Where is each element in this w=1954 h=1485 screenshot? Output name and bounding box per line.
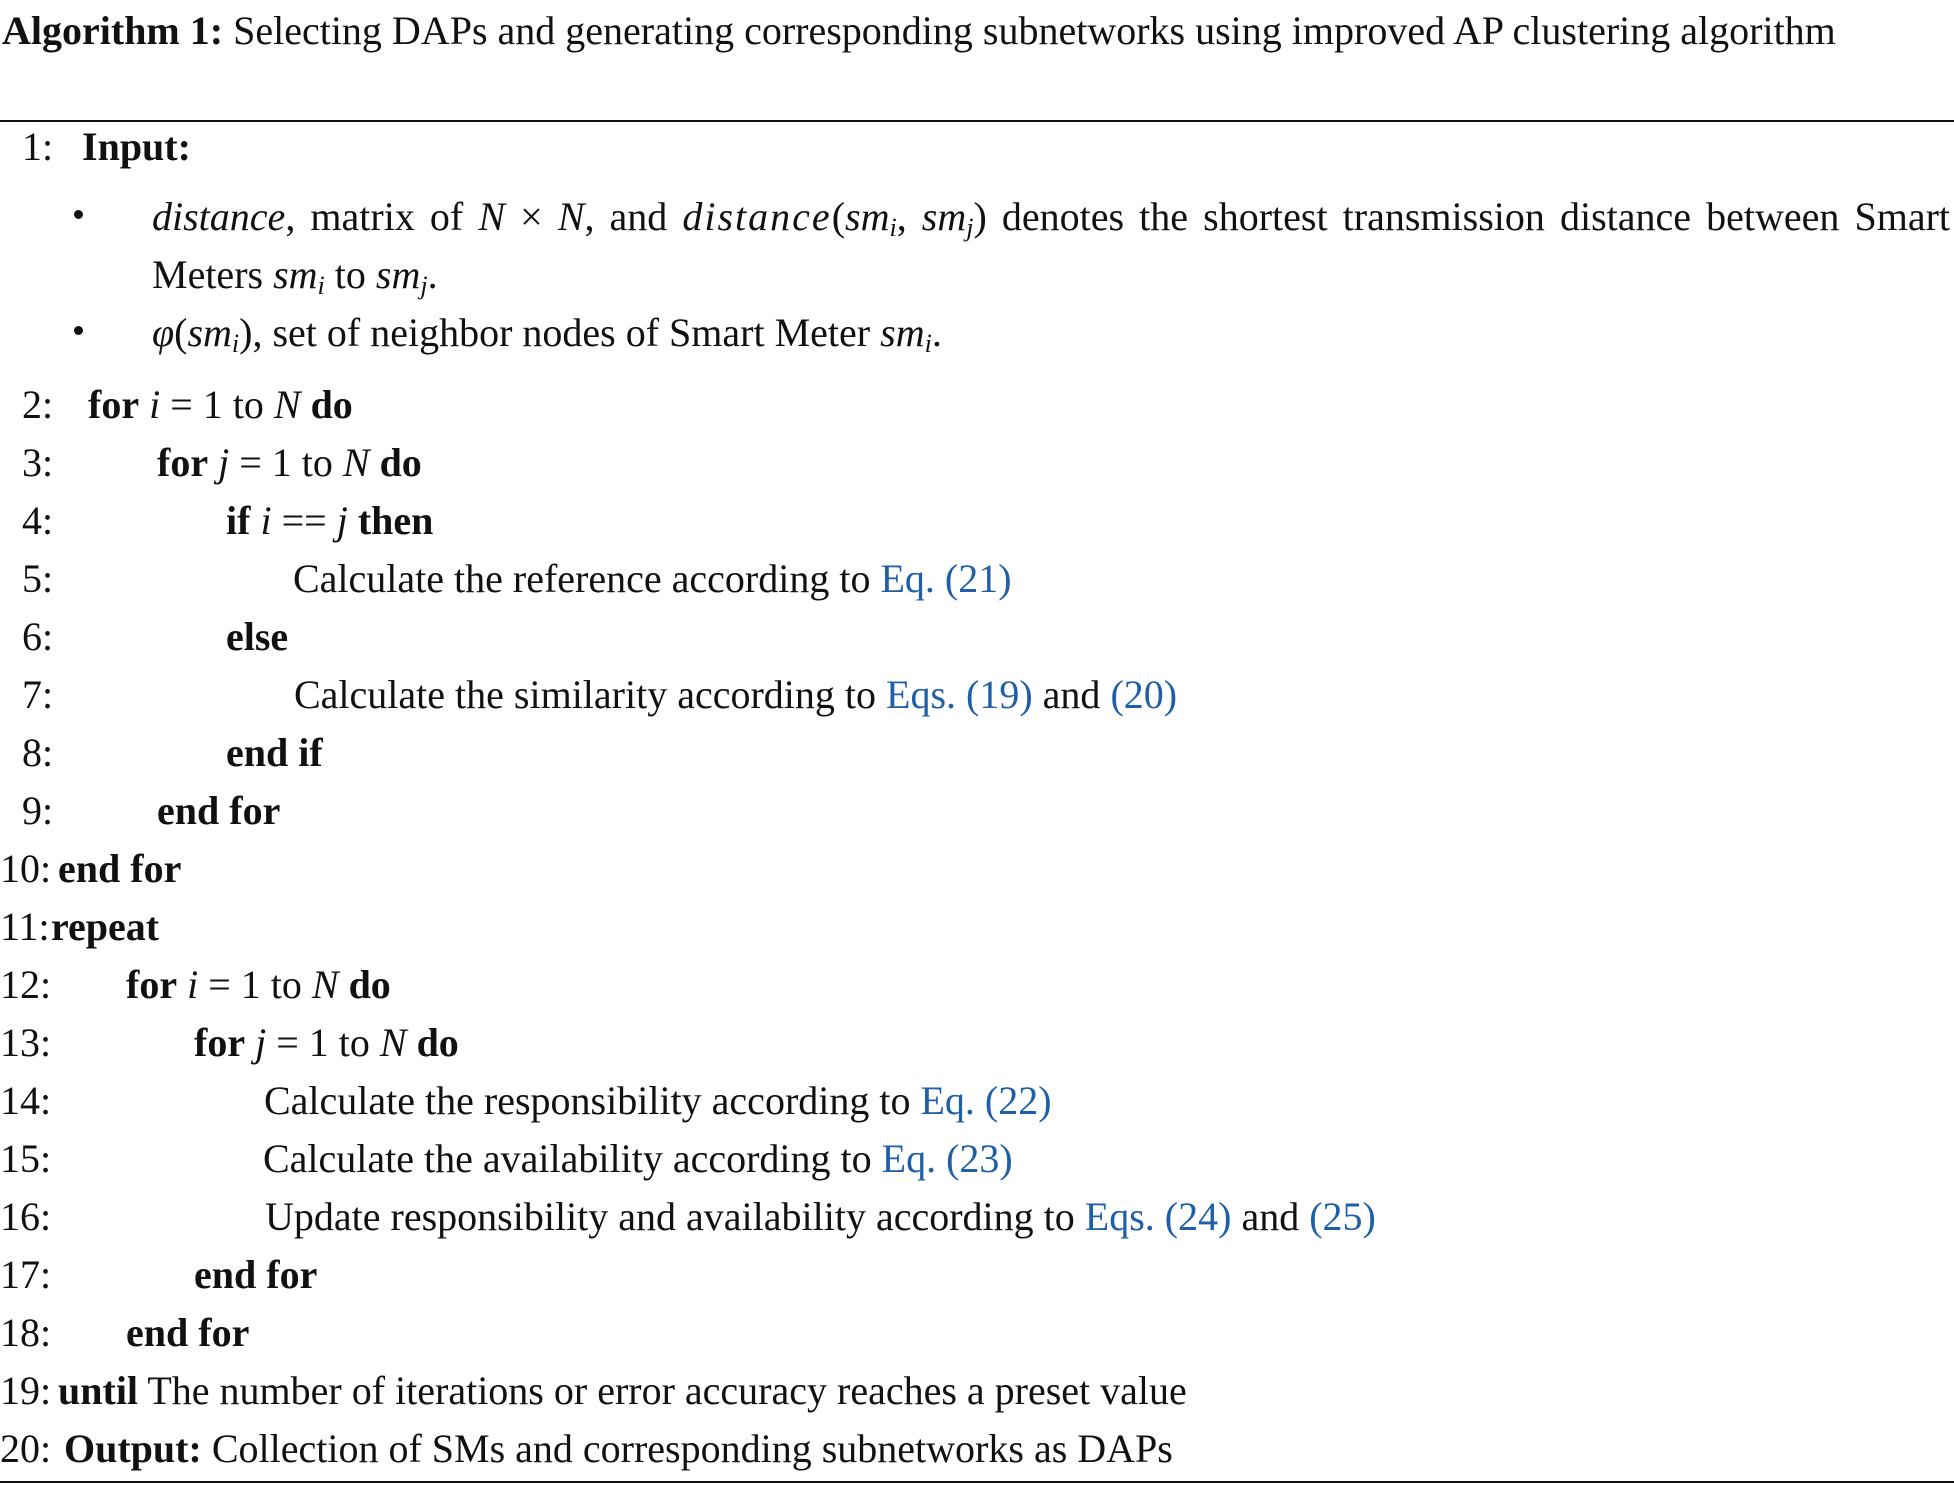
var-i: i: [149, 382, 161, 427]
conjunction: and: [1032, 672, 1111, 717]
keyword-end-for: end for: [126, 1310, 250, 1355]
var-sm: sm: [921, 194, 967, 239]
var-j: j: [255, 1020, 267, 1065]
step-number: 18:: [0, 1310, 52, 1355]
text-segment: ), set of neighbor nodes of Smart Meter: [239, 310, 881, 355]
step-number: 2:: [22, 382, 54, 427]
var-sm: sm: [880, 310, 925, 355]
period: .: [931, 310, 942, 355]
step-text: Collection of SMs and corresponding subnetworks as DAPs: [201, 1426, 1173, 1471]
conjunction: and: [1231, 1194, 1310, 1239]
text-segment: ) denotes the shortest transmission distance between Smart Meters: [152, 194, 1951, 297]
step-body: [263, 1130, 1013, 1188]
step-number: 17:: [0, 1252, 52, 1297]
subscript-i: i: [924, 329, 932, 358]
step-number: 14:: [0, 1078, 52, 1123]
step-body: [64, 1420, 1173, 1478]
subscript-i: i: [317, 271, 325, 300]
step-number: 5:: [22, 556, 54, 601]
keyword-do: do: [379, 440, 422, 485]
var-sm: sm: [187, 310, 232, 355]
step-body: [194, 1014, 459, 1072]
step-body: [265, 1188, 1376, 1246]
keyword-else: else: [226, 614, 289, 659]
equation-link[interactable]: Eq. (21): [880, 556, 1012, 601]
bullet-text: [152, 188, 1950, 304]
var-i: i: [260, 498, 272, 543]
equation-link[interactable]: Eq. (22): [920, 1078, 1052, 1123]
step-text: The number of iterations or error accuracy reaches a preset value: [138, 1368, 1187, 1413]
step-body: [226, 492, 433, 550]
period: .: [427, 252, 438, 297]
keyword-do: do: [348, 962, 391, 1007]
equation-link[interactable]: Eqs. (19): [886, 672, 1033, 717]
keyword-output: Output:: [64, 1426, 202, 1471]
equation-link[interactable]: Eq. (23): [881, 1136, 1013, 1181]
step-text: Update responsibility and availability according to: [265, 1194, 1085, 1239]
range-text: = 1 to: [229, 440, 343, 485]
subscript-j: j: [420, 271, 428, 300]
var-n: N: [478, 194, 505, 239]
step-number: 8:: [22, 730, 54, 775]
step-number: 1:: [22, 124, 54, 169]
algorithm-title: Selecting DAPs and generating corresponding subnetworks using improved AP clustering algorithm: [223, 8, 1836, 53]
var-phi: φ: [152, 310, 175, 355]
text-segment: , and: [584, 194, 683, 239]
step-number: 9:: [22, 788, 54, 833]
var-sm: sm: [375, 252, 421, 297]
keyword-if: if: [226, 498, 251, 543]
var-distance: distance: [152, 194, 286, 239]
bottom-rule: [0, 1481, 1954, 1483]
step-number: 11:: [0, 904, 50, 949]
var-n: N: [273, 382, 301, 427]
keyword-for: for: [88, 382, 140, 427]
text-segment: to: [324, 252, 376, 297]
subscript-j: j: [966, 213, 974, 242]
keyword-end-for: end for: [58, 846, 182, 891]
bullet-text: [152, 304, 1950, 362]
step-body: [58, 1362, 1187, 1420]
step-body: [88, 376, 353, 434]
step-text: Calculate the responsibility according to: [264, 1078, 921, 1123]
keyword-end-for: end for: [157, 788, 281, 833]
keyword-end-if: end if: [226, 730, 323, 775]
keyword-then: then: [357, 498, 434, 543]
step-body: [293, 550, 1012, 608]
text-segment: , matrix of: [285, 194, 479, 239]
keyword-repeat: repeat: [51, 904, 160, 949]
step-number: 16:: [0, 1194, 52, 1239]
times-symbol: ×: [505, 194, 558, 239]
equation-link[interactable]: (20): [1110, 672, 1178, 717]
keyword-for: for: [157, 440, 209, 485]
step-body: [126, 956, 391, 1014]
step-number: 12:: [0, 962, 52, 1007]
step-number: 13:: [0, 1020, 52, 1065]
var-sm: sm: [273, 252, 318, 297]
subscript-i: i: [889, 213, 897, 242]
equals-operator: ==: [271, 498, 337, 543]
keyword-for: for: [194, 1020, 246, 1065]
comma: ,: [896, 194, 922, 239]
func-distance: distance: [682, 194, 832, 239]
keyword-do: do: [310, 382, 353, 427]
step-number: 15:: [0, 1136, 52, 1181]
step-number: 4:: [22, 498, 54, 543]
subscript-i: i: [231, 329, 240, 358]
step-text: Calculate the availability according to: [263, 1136, 882, 1181]
input-bullet-distance: [0, 188, 1954, 304]
var-n: N: [379, 1020, 407, 1065]
step-body: [294, 666, 1177, 724]
step-body: [157, 434, 422, 492]
var-j: j: [336, 498, 348, 543]
var-sm: sm: [845, 194, 890, 239]
step-number: 6:: [22, 614, 54, 659]
keyword-for: for: [126, 962, 178, 1007]
paren-open: (: [174, 310, 188, 355]
step-number: 19:: [0, 1368, 52, 1413]
keyword-end-for: end for: [194, 1252, 318, 1297]
step-body: [264, 1072, 1052, 1130]
top-rule: [0, 120, 1954, 122]
paren-open: (: [831, 194, 846, 239]
var-j: j: [218, 440, 230, 485]
step-text: Calculate the similarity according to: [294, 672, 887, 717]
var-i: i: [187, 962, 199, 1007]
step-number: 7:: [22, 672, 54, 717]
range-text: = 1 to: [160, 382, 274, 427]
var-n: N: [311, 962, 339, 1007]
range-text: = 1 to: [198, 962, 312, 1007]
keyword-input: Input:: [82, 124, 191, 169]
equation-link[interactable]: (25): [1309, 1194, 1376, 1239]
keyword-until: until: [58, 1368, 139, 1413]
var-n: N: [342, 440, 370, 485]
bullet-icon: [74, 326, 83, 335]
equation-link[interactable]: Eqs. (24): [1084, 1194, 1232, 1239]
step-number: 3:: [22, 440, 54, 485]
step-number: 20:: [0, 1426, 52, 1471]
step-number: 10:: [0, 846, 52, 891]
range-text: = 1 to: [266, 1020, 380, 1065]
var-n: N: [557, 194, 585, 239]
algorithm-label: Algorithm 1:: [2, 8, 224, 53]
step-text: Calculate the reference according to: [293, 556, 881, 601]
algorithm-caption: [2, 2, 1950, 60]
bullet-icon: [74, 210, 83, 219]
input-bullet-phi: [0, 304, 1954, 362]
keyword-do: do: [416, 1020, 459, 1065]
